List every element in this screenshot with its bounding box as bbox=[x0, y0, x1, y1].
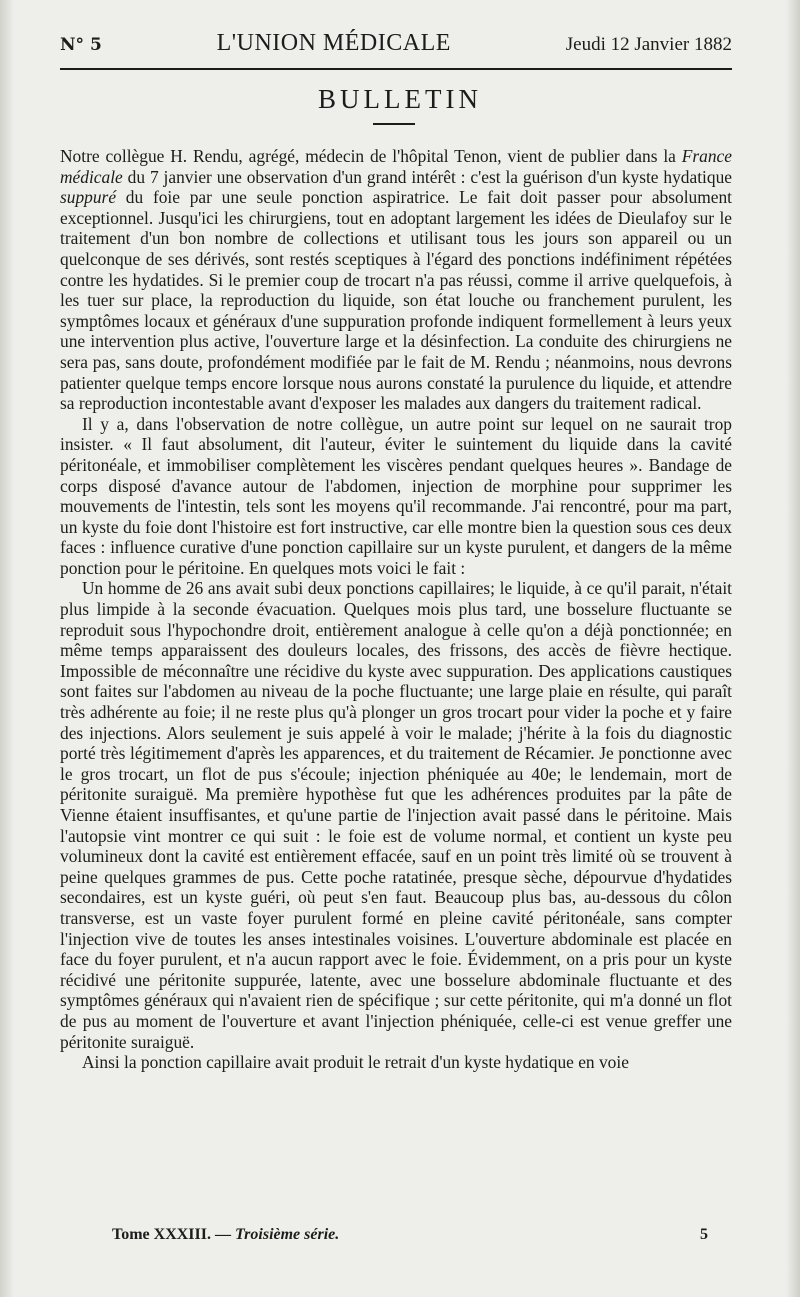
footer-volume: Tome XXXIII. bbox=[112, 1226, 211, 1243]
paragraph-3: Un homme de 26 ans avait subi deux ponctions capillaires; le liquide, à ce qu'il parait, n'était plus limpide à la seconde évacuation. Quelques mois plus tard, une bosselure fluctuante se reproduit sous l'hypochondre droit, entièrement analogue à celle qu'on a déjà ponctionnée; en même temps apparaissent des douleurs locales, des frissons, des accès de fièvre hectique. Impossible de méconnaître une récidive du kyste avec suppuration. Des applications caustiques sont faites sur l'abdomen au niveau de la poche fluctuante; une large plaie en résulte, qui paraît très adhérente au foie; il ne reste plus qu'à plonger un gros trocart pour vider la poche et y faire des injections. Alors seulement je suis appelé à voir le malade; j'hérite à la fois du diagnostic porté très légitimement d'après les apparences, et du traitement de Récamier. Je ponctionne avec le gros trocart, un flot de pus s'écoule; injection phéniquée au 40e; le lendemain, mort de péritonite suraiguë. Ma première hypothèse fut que les adhérences produites par la pâte de Vienne étaient insuffisantes, et qu'une partie de l'injection avait passé dans le péritoine. Mais l'autopsie vint montrer ce qui suit : le foie est de volume normal, et contient un kyste peu volumineux dont la cavité est entièrement effacée, sauf en un point très limité où se trouvent à peine quelques grammes de pus. Cette poche ratatinée, presque sèche, dépourvue d'hydatides secondaires, est un kyste guéri, où peut s'en faut. Beaucoup plus bas, au-dessous du côlon transverse, est un vaste foyer purulent formé en pleine cavité péritonéale, sans compter l'injection vive de toutes les anses intestinales voisines. L'ouverture abdominale est placée en face du foyer purulent, et n'a aucun rapport avec le foie. Évidemment, on a pris pour un kyste récidivé une péritonite suppurée, latente, avec une bosselure abdominale fluctuante et des symptômes généraux qui n'avaient rien de spécifique ; sur cette péritonite, qui m'a donné un flot de pus au moment de l'ouverture et avant l'injection phéniquée, celle-ci est venue greffer une péritonite suraiguë. bbox=[60, 578, 732, 1052]
page-footer bbox=[112, 1226, 708, 1244]
paragraph-1-text-a: Notre collègue H. Rendu, agrégé, médecin de l'hôpital Tenon, vient de publier dans la bbox=[60, 146, 682, 166]
paragraph-2: Il y a, dans l'observation de notre collègue, un autre point sur lequel on ne saurait trop insister. « Il faut absolument, dit l'auteur, éviter le suintement du liquide dans la cavité péritonéale, et immobiliser complètement les viscères pendant quelques heures ». Bandage de corps disposé d'avance autour de l'abdomen, injection de morphine pour supprimer les mouvements de l'intestin, tels sont les moyens qu'il recommande. J'ai rencontré, pour ma part, un kyste du foie dont l'histoire est fort instructive, car elle montre bien la question sous ces deux faces : influence curative d'une ponction capillaire sur un kyste purulent, et dangers de la même ponction pour le péritoine. En quelques mots voici le fait : bbox=[60, 413, 732, 578]
page-edge-right bbox=[786, 0, 800, 1297]
journal-reference: France médicale bbox=[60, 146, 732, 187]
title-rule bbox=[373, 123, 415, 125]
journal-title: L'UNION MÉDICALE bbox=[216, 30, 451, 56]
section-title: BULLETIN bbox=[318, 84, 482, 114]
footer-dash: — bbox=[210, 1226, 235, 1243]
emphasis-suppure: suppuré bbox=[60, 187, 117, 208]
paragraph-1-text-b: du 7 janvier une observation d'un grand intérêt : c'est la guérison d'un kyste hydatique bbox=[122, 166, 732, 187]
header-rule bbox=[60, 68, 732, 70]
footer-volume-info bbox=[112, 1226, 339, 1244]
footer-series: Troisième série. bbox=[234, 1226, 340, 1243]
page-number: 5 bbox=[700, 1226, 708, 1243]
paragraph-4: Ainsi la ponction capillaire avait produit le retrait d'un kyste hydatique en voie bbox=[82, 1052, 629, 1073]
article-body bbox=[60, 146, 732, 1073]
issue-number: N° 5 bbox=[60, 35, 102, 55]
page-edge-left bbox=[0, 0, 14, 1297]
paragraph-1 bbox=[60, 146, 732, 414]
issue-date: Jeudi 12 Janvier 1882 bbox=[565, 34, 732, 55]
page-header bbox=[60, 30, 732, 60]
paragraph-1-text-c: du foie par une seule ponction aspiratrice. Le fait doit passer pour absolument exceptionnel. Jusqu'ici les chirurgiens, tout en adoptant largement les idées de Dieulafoy sur le traitement d'un bon nombre de collections et utilisant tous les jours son appareil ou un quelconque de ses dérivés, sont restés sceptiques à l'égard des ponctions indéfiniment répétées contre les hydatides. Si le premier coup de trocart n'a pas réussi, comme il arrive quelquefois, à les tuer sur place, la reproduction du liquide, son état louche ou franchement purulent, les symptômes locaux et généraux d'une suppuration profonde indiquent formellement à leurs yeux une intervention plus active, l'ouverture large et la désinfection. La conduite des chirurgiens ne sera pas, sans doute, profondément modifiée par le fait de M. Rendu ; néanmoins, nous devrons patienter quelque temps encore lorsque nous aurons constaté la purulence du liquide, et attendre sa reproduction incontestable avant d'exposer les malades aux dangers du traitement radical. bbox=[60, 187, 732, 414]
